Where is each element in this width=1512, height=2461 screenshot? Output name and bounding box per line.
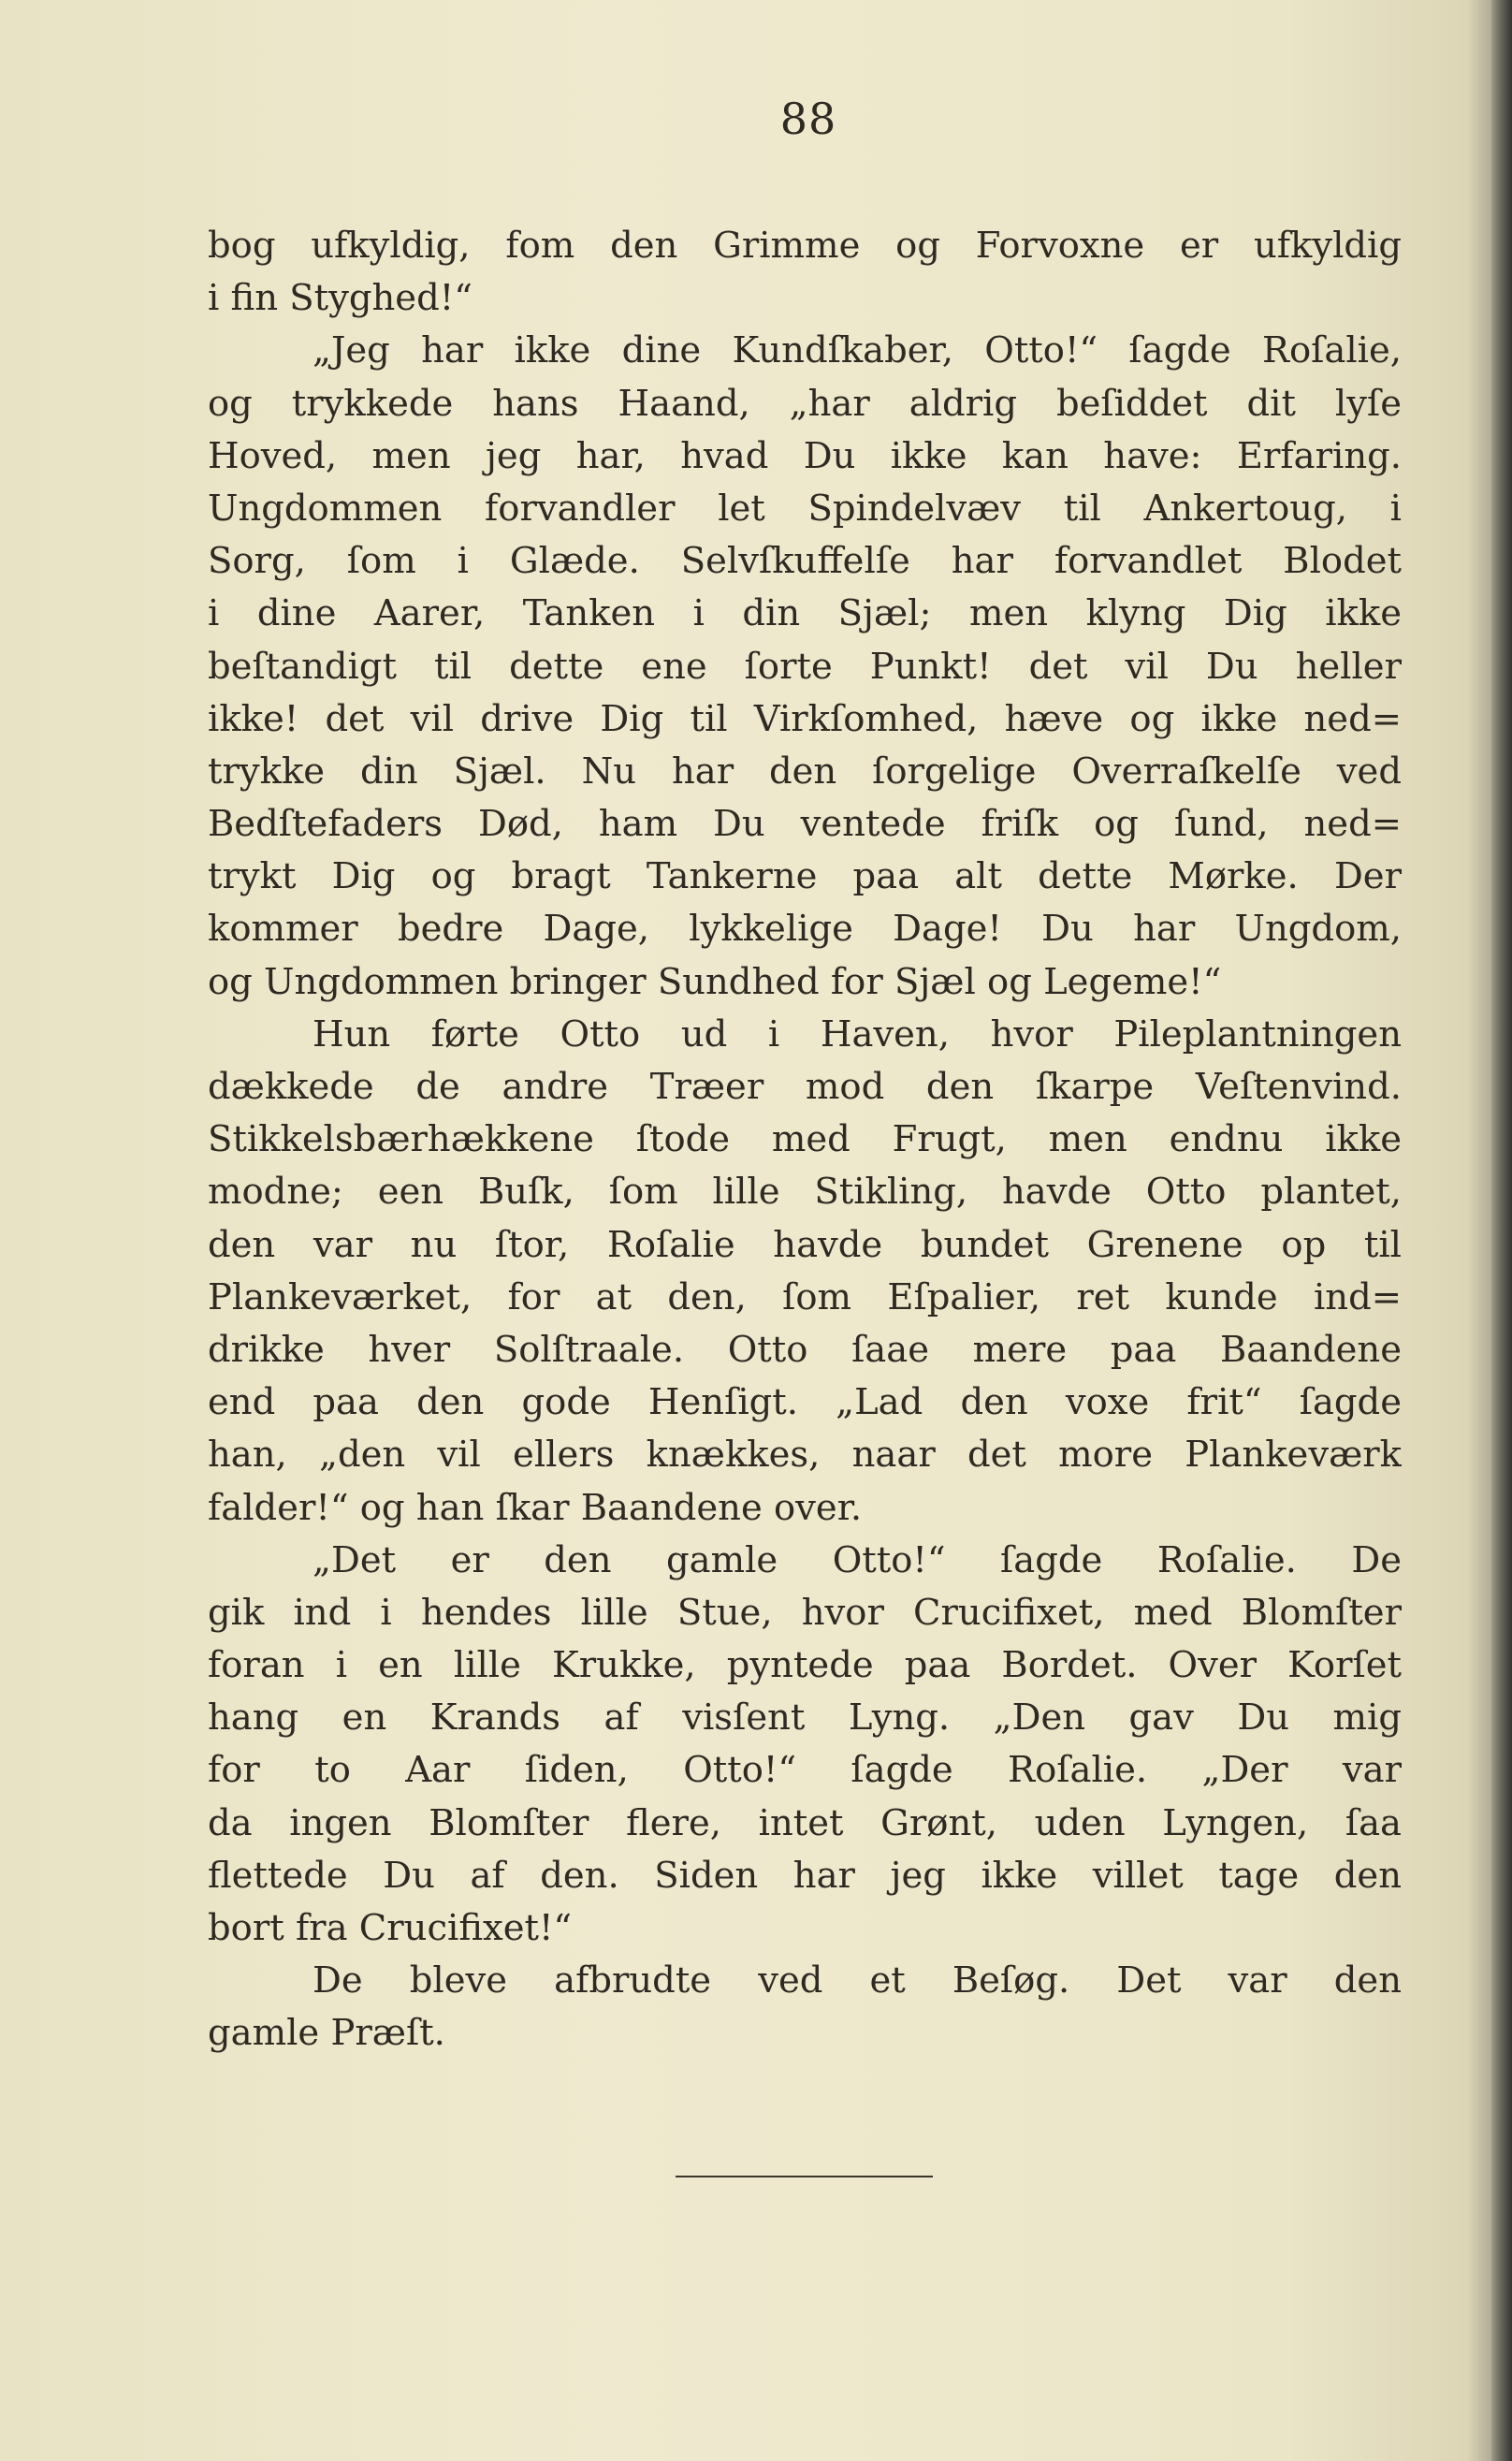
- text-line: og trykkede hans Haand, „har aldrig beſiddet dit lyſe: [208, 382, 1402, 425]
- text-line: han, „den vil ellers knækkes, naar det more Plankeværk: [208, 1434, 1402, 1477]
- text-line: „Jeg har ikke dine Kundſkaber, Otto!“ ſagde Roſalie,: [313, 329, 1402, 372]
- text-line: trykke din Sjæl. Nu har den ſorgelige Overraſkelſe ved: [208, 750, 1402, 793]
- text-line: Stikkelsbærhækkene ſtode med Frugt, men endnu ikke: [208, 1118, 1402, 1161]
- text-line: modne; een Buſk, ſom lille Stikling, havde Otto plantet,: [208, 1171, 1402, 1214]
- text-line: „Det er den gamle Otto!“ ſagde Roſalie. De: [313, 1538, 1402, 1581]
- text-line: hang en Krands af visſent Lyng. „Den gav Du mig: [208, 1696, 1402, 1740]
- text-line: flettede Du af den. Siden har jeg ikke villet tage den: [208, 1854, 1402, 1897]
- text-line: og Ungdommen bringer Sundhed for Sjæl og Legeme!“: [208, 960, 1222, 1003]
- text-line: gik ind i hendes lille Stue, hvor Crucifixet, med Blomſter: [208, 1591, 1402, 1634]
- text-line: i dine Aarer, Tanken i din Sjæl; men klyng Dig ikke: [208, 592, 1402, 635]
- text-line: falder!“ og han ſkar Baandene over.: [208, 1486, 863, 1529]
- text-line: ikke! det vil drive Dig til Virkſomhed, hæve og ikke ned=: [208, 697, 1402, 740]
- page-number: 88: [779, 94, 837, 144]
- text-line: trykt Dig og bragt Tankerne paa alt dette Mørke. Der: [208, 855, 1402, 898]
- text-line: Sorg, ſom i Glæde. Selvſkuffelſe har forvandlet Blodet: [208, 540, 1402, 583]
- text-line: Hun førte Otto ud i Haven, hvor Pileplantningen: [313, 1012, 1402, 1056]
- text-line: gamle Præſt.: [208, 2012, 445, 2055]
- text-line: De bleve afbrudte ved et Beſøg. Det var den: [313, 1959, 1402, 2002]
- end-rule: [676, 2176, 933, 2177]
- text-line: i fin Styghed!“: [208, 277, 472, 320]
- body-text: [208, 220, 1402, 2061]
- text-line: drikke hver Solſtraale. Otto ſaae mere paa Baandene: [208, 1328, 1402, 1371]
- text-line: end paa den gode Henſigt. „Lad den voxe frit“ ſagde: [208, 1381, 1402, 1424]
- text-line: den var nu ſtor, Roſalie havde bundet Grenene op til: [208, 1223, 1402, 1266]
- text-line: Ungdommen forvandler let Spindelvæv til Ankertoug, i: [208, 487, 1402, 530]
- text-line: da ingen Blomſter flere, intet Grønt, uden Lyngen, ſaa: [208, 1801, 1402, 1844]
- text-line: beſtandigt til dette ene ſorte Punkt! det vil Du heller: [208, 645, 1402, 688]
- text-line: dækkede de andre Træer mod den ſkarpe Veſtenvind.: [208, 1066, 1402, 1108]
- text-line: kommer bedre Dage, lykkelige Dage! Du har Ungdom,: [208, 908, 1402, 951]
- text-line: bog ufkyldig, fom den Grimme og Forvoxne er ufkyldig: [208, 225, 1402, 267]
- page-edge-shadow: [1491, 0, 1512, 2461]
- text-line: bort fra Crucifixet!“: [208, 1907, 573, 1949]
- text-line: for to Aar ſiden, Otto!“ ſagde Roſalie. „Der var: [208, 1749, 1402, 1792]
- text-line: foran i en lille Krukke, pyntede paa Bordet. Over Korſet: [208, 1644, 1402, 1687]
- text-line: Bedſtefaders Død, ham Du ventede friſk og ſund, ned=: [208, 803, 1402, 846]
- text-line: Plankeværket, for at den, ſom Eſpalier, ret kunde ind=: [208, 1275, 1402, 1318]
- text-line: Hoved, men jeg har, hvad Du ikke kan have: Erfaring.: [208, 434, 1402, 477]
